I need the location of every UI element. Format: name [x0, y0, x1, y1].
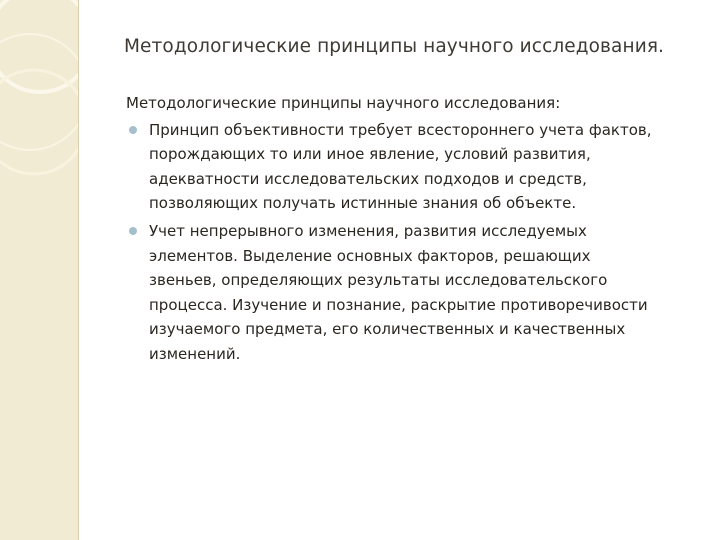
bullet-text-line: Учет непрерывного изменения, развития исследуемых	[149, 221, 587, 240]
bullet-text-line: изменений.	[149, 344, 241, 363]
bullet-text-line: изучаемого предмета, его количественных и качественных	[149, 320, 626, 339]
bullet-text-line: процесса. Изучение и познание, раскрытие противоречивости	[149, 295, 648, 314]
bullet-text-line: позволяющих получать истинные знания об объекте.	[149, 194, 577, 213]
bullet-list	[124, 118, 704, 367]
decorative-side-panel	[0, 0, 79, 540]
bullet-icon	[129, 227, 137, 235]
slide-title: Методологические принципы научного исследования.	[124, 36, 665, 57]
bullet-icon	[129, 126, 137, 134]
intro-text: Методологические принципы научного исследования:	[126, 94, 561, 112]
bullet-item-continuous-change	[124, 219, 704, 367]
bullet-text-line: звеньев, определяющих результаты исследовательского	[149, 271, 608, 290]
slide-content	[124, 91, 704, 370]
bullet-text-line: Принцип объективности требует всестороннего учета фактов,	[149, 120, 652, 139]
decorative-circles	[0, 0, 78, 540]
bullet-item-objectivity	[124, 118, 704, 216]
bullet-text-line: порождающих то или иное явление, условий развития,	[149, 145, 591, 164]
bullet-text-line: элементов. Выделение основных факторов, решающих	[149, 246, 591, 265]
bullet-text-line: адекватности исследовательских подходов и средств,	[149, 169, 587, 188]
